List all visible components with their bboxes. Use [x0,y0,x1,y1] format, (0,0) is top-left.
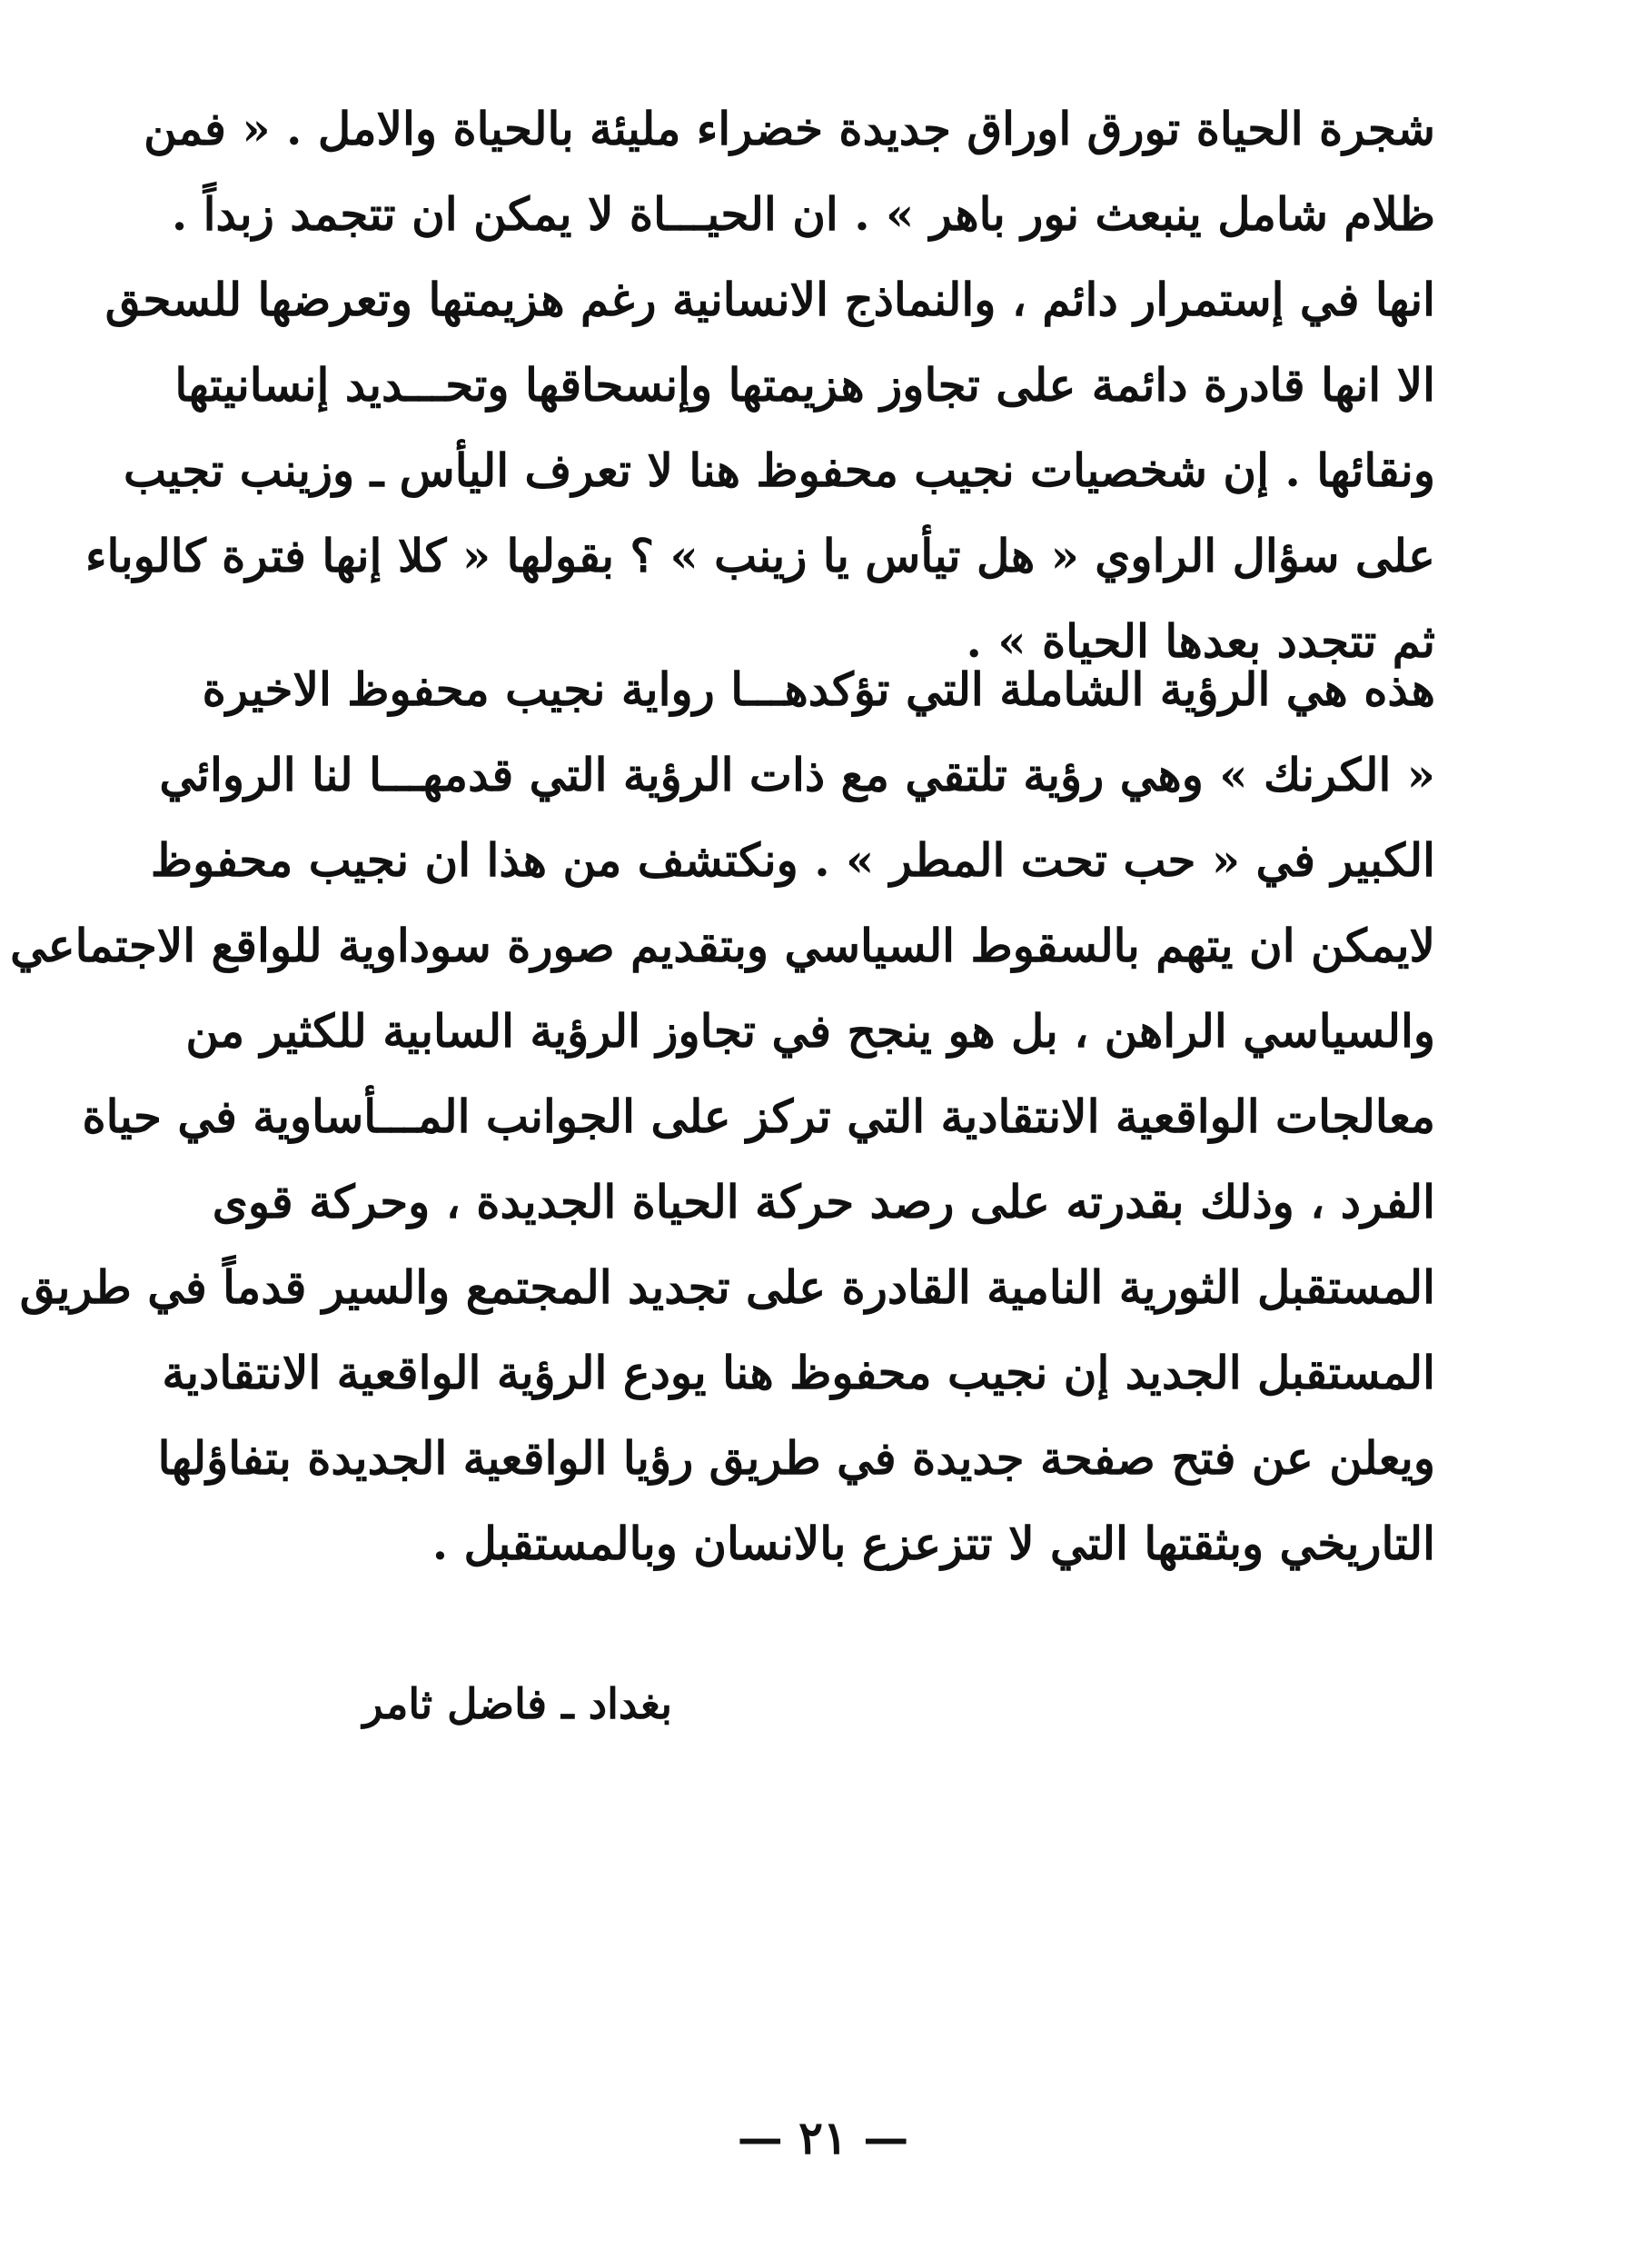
paragraph-line: « الكرنك » وهي رؤية تلتقي مع ذات الرؤية التي قدمهـــا لنا الروائي [159,748,1435,801]
paragraph-line: ونقائها . إن شخصيات نجيب محفوظ هنا لا تعرف اليأس ـ وزينب تجيب [124,443,1435,497]
paragraph-line: انها في إستمرار دائم ، والنماذج الانسانية رغم هزيمتها وتعرضها للسحق [104,273,1435,326]
paragraph-line: ثم تتجدد بعدها الحياة » . [966,614,1435,668]
paragraph-line: الفرد ، وذلك بقدرته على رصد حركة الحياة الجديدة ، وحركة قوى [212,1175,1435,1228]
paragraph-line: المستقبل الجديد إن نجيب محفوظ هنا يودع الرؤية الواقعية الانتقادية [162,1346,1435,1399]
paragraph-line: والسياسي الراهن ، بل هو ينجح في تجاوز الرؤية السابية للكثير من [185,1004,1435,1058]
paragraph-2 [10,647,1435,1587]
author-signature: بغداد ـ فاضل ثامر [362,1679,672,1728]
paragraph-line: الا انها قادرة دائمة على تجاوز هزيمتها وإنسحاقها وتحـــديد إنسانيتها [174,358,1435,412]
paragraph-line: ظلام شامل ينبعث نور باهر » . ان الحيـــاة لا يمكن ان تتجمد زبداً . [171,187,1435,241]
paragraph-line: هذه هي الرؤية الشاملة التي تؤكدهـــا رواية نجيب محفوظ الاخيرة [202,662,1435,716]
paragraph-line: الكبير في « حب تحت المطر » . ونكتشف من هذا ان نجيب محفوظ [150,833,1435,887]
paragraph-line: التاريخي وبثقتها التي لا تتزعزع بالانسان وبالمستقبل . [431,1517,1435,1570]
paragraph-line: لايمكن ان يتهم بالسقوط السياسي وبتقديم صورة سوداوية للواقع الاجتماعي [10,919,1435,972]
paragraph-line: ويعلن عن فتح صفحة جديدة في طريق رؤيا الواقعية الجديدة بتفاؤلها [157,1431,1435,1485]
paragraph-1 [84,86,1435,684]
paragraph-line: المستقبل الثورية النامية القادرة على تجديد المجتمع والسير قدماً في طريق [19,1260,1435,1314]
paragraph-line: معالجات الواقعية الانتقادية التي تركز على الجوانب المـــأساوية في حياة [82,1089,1435,1143]
page-number: — ٢١ — [737,2111,909,2164]
paragraph-line: على سؤال الراوي « هل تيأس يا زينب » ؟ بقولها « كلا إنها فترة كالوباء [84,529,1435,582]
paragraph-line: شجرة الحياة تورق اوراق جديدة خضراء مليئة بالحياة والامل . « فمن [144,102,1435,155]
